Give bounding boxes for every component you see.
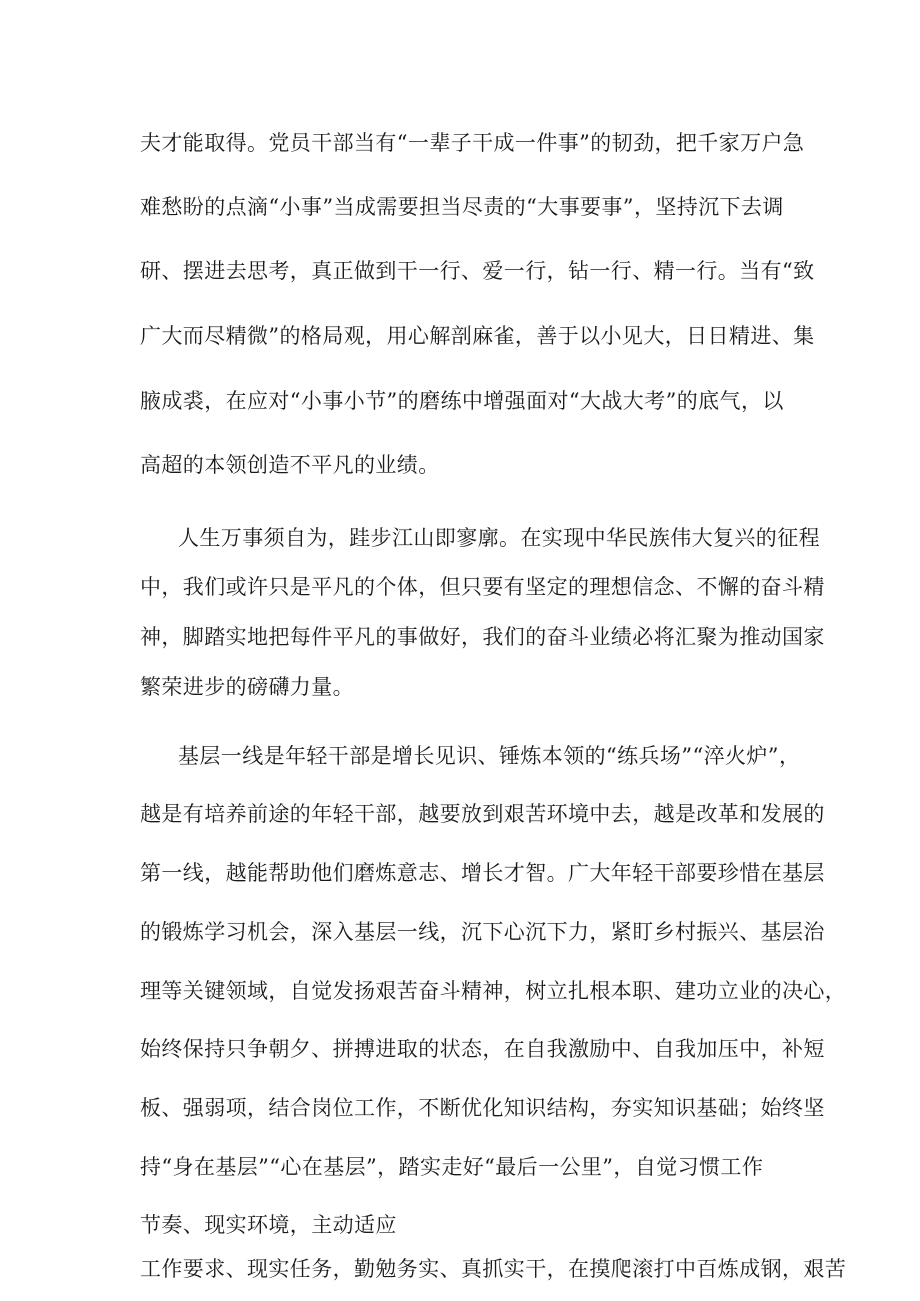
text-line: 高超的本领创造不平凡的业绩。 (140, 453, 440, 477)
text-line: 始终保持只争朝夕、拼搏进取的状态，在自我激励中、自我加压中，补短 (140, 1037, 825, 1061)
text-line: 节奏、现实环境，主动适应 (140, 1213, 397, 1237)
text-line: 夫才能取得。党员干部当有“一辈子干成一件事”的韧劲，把千家万户急 (140, 131, 805, 155)
text-line: 的锻炼学习机会，深入基层一线，沉下心沉下力，紧盯乡村振兴、基层治 (140, 920, 825, 944)
text-line: 繁荣进步的磅礴力量。 (140, 675, 354, 699)
text-line: 难愁盼的点滴“小事”当成需要担当尽责的“大事要事”，坚持沉下去调 (140, 195, 784, 219)
text-line: 板、强弱项，结合岗位工作，不断优化知识结构，夯实知识基础；始终坚 (140, 1096, 825, 1120)
text-line: 广大而尽精微”的格局观，用心解剖麻雀，善于以小见大，日日精进、集 (140, 324, 815, 348)
text-line: 基层一线是年轻干部是增长见识、锤炼本领的“练兵场”“淬火炉”， (178, 744, 801, 768)
text-line: 研、摆进去思考，真正做到干一行、爱一行，钻一行、精一行。当有“致 (140, 259, 815, 283)
text-line: 持“身在基层”“心在基层”，踏实走好“最后一公里”，自觉习惯工作 (140, 1155, 764, 1179)
text-line: 第一线，越能帮助他们磨炼意志、增长才智。广大年轻干部要珍惜在基层 (140, 861, 825, 885)
text-line: 中，我们或许只是平凡的个体，但只要有坚定的理想信念、不懈的奋斗精 (140, 575, 825, 599)
text-line: 工作要求、现实任务，勤勉务实、真抓实干，在摸爬滚打中百炼成钢，艰苦 (140, 1257, 847, 1281)
text-line: 腋成裘，在应对“小事小节”的磨练中增强面对“大战大考”的底气，以 (140, 389, 784, 413)
text-line: 神，脚踏实地把每件平凡的事做好，我们的奋斗业绩必将汇聚为推动国家 (140, 625, 825, 649)
text-line: 人生万事须自为，跬步江山即寥廓。在实现中华民族伟大复兴的征程 (178, 526, 820, 550)
text-line: 越是有培养前途的年轻干部，越要放到艰苦环境中去，越是改革和发展的 (140, 802, 825, 826)
text-line: 理等关键领域，自觉发扬艰苦奋斗精神，树立扎根本职、建功立业的决心， (140, 979, 847, 1003)
